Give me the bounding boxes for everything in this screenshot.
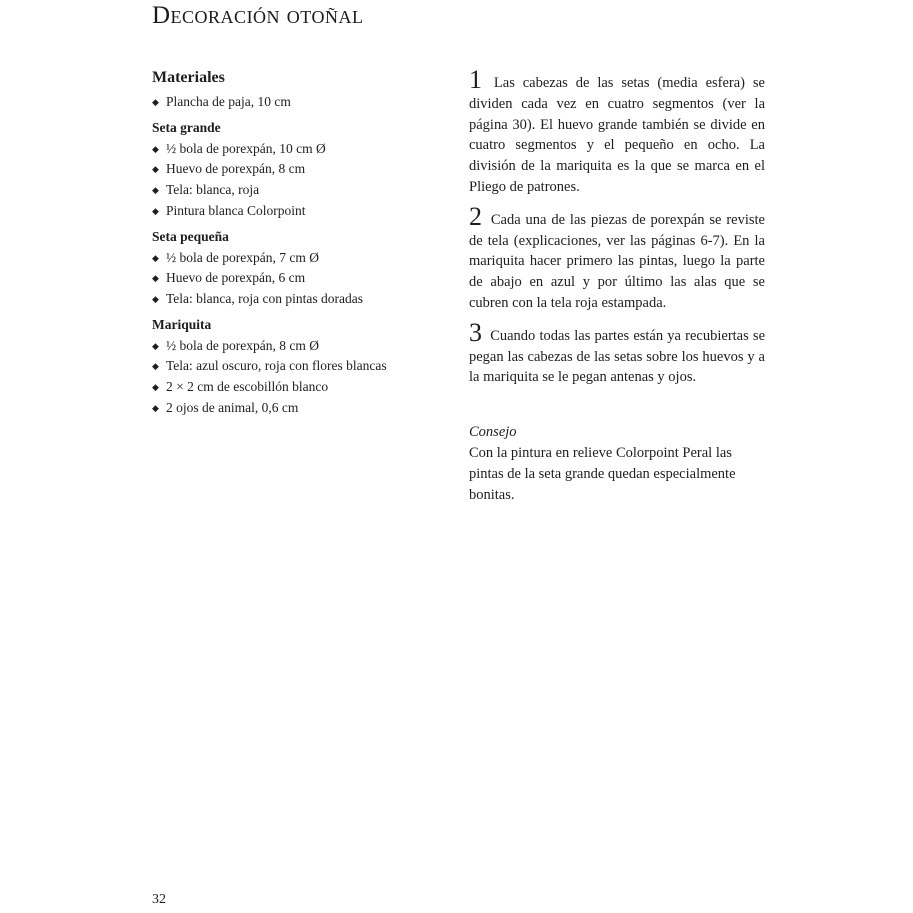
- list-item: ◆ Tela: blanca, roja: [152, 180, 442, 201]
- seta-pequena-list: [152, 248, 442, 310]
- list-item: ◆ Tela: blanca, roja con pintas doradas: [152, 289, 442, 310]
- group-heading-seta-grande: Seta grande: [152, 119, 221, 135]
- instructions-section: [469, 65, 766, 505]
- bullet-icon: ◆: [152, 185, 159, 196]
- list-item: ◆ ½ bola de porexpán, 8 cm Ø: [152, 336, 442, 357]
- list-item: ◆ Tela: azul oscuro, roja con flores blancas: [152, 356, 442, 377]
- tip-title: Consejo: [469, 424, 517, 441]
- bullet-icon: ◆: [152, 164, 159, 175]
- bullet-icon: ◆: [152, 205, 159, 216]
- step-1: [469, 65, 765, 198]
- tip-text: Con la pintura en relieve Colorpoint Peral las pintas de la seta grande quedan especialmente bonitas.: [469, 444, 736, 503]
- list-item: ◆ ½ bola de porexpán, 10 cm Ø: [152, 139, 442, 160]
- step-number: 1: [469, 65, 482, 94]
- bullet-icon: ◆: [152, 402, 159, 413]
- bullet-icon: ◆: [152, 97, 159, 107]
- materials-section: [152, 68, 442, 418]
- group-heading-seta-pequena: Seta pequeña: [152, 228, 229, 244]
- step-text: Las cabezas de las setas (media esfera) se dividen cada vez en cuatro segmentos (ver la página 30). El huevo grande también se divide en cuatro segmentos y el pequeño en ocho. La división de la mariquita es la que se marca en el Pliego de patrones.: [469, 75, 765, 195]
- mariquita-list: [152, 336, 442, 419]
- bullet-icon: ◆: [152, 252, 159, 263]
- step-text: Cada una de las piezas de porexpán se reviste de tela (explicaciones, ver las páginas 6-7). En la mariquita hacer primero las pintas, luego la parte de abajo en azul y por último las alas que se cubren con la tela roja estampada.: [469, 211, 765, 311]
- bullet-icon: ◆: [152, 143, 159, 154]
- list-item: ◆ Huevo de porexpán, 6 cm: [152, 268, 442, 289]
- step-2: [469, 201, 765, 314]
- list-item: ◆ Pintura blanca Colorpoint: [152, 201, 442, 222]
- bullet-icon: ◆: [152, 361, 159, 372]
- bullet-icon: ◆: [152, 382, 159, 393]
- bullet-icon: ◆: [152, 273, 159, 284]
- list-item: ◆ ½ bola de porexpán, 7 cm Ø: [152, 248, 442, 269]
- step-number: 3: [469, 317, 482, 347]
- bullet-icon: ◆: [152, 293, 159, 304]
- step-text: Cuando todas las partes están ya recubiertas se pegan las cabezas de las setas sobre los huevos y a la mariquita se le pegan antenas y ojos.: [469, 327, 766, 386]
- step-3: [469, 317, 766, 388]
- page-number: 32: [152, 892, 166, 907]
- list-item: ◆ Plancha de paja, 10 cm: [152, 92, 442, 113]
- tip-box: [469, 422, 765, 505]
- general-materials-list: [152, 92, 442, 113]
- materials-heading: Materiales: [152, 69, 225, 86]
- seta-grande-list: [152, 139, 442, 222]
- group-heading-mariquita: Mariquita: [152, 316, 212, 332]
- page-title: Decoración otoñal: [152, 2, 364, 29]
- step-number: 2: [469, 201, 482, 231]
- list-item: ◆ 2 ojos de animal, 0,6 cm: [152, 398, 442, 419]
- bullet-icon: ◆: [152, 340, 159, 351]
- list-item: ◆ Huevo de porexpán, 8 cm: [152, 159, 442, 180]
- list-item: ◆ 2 × 2 cm de escobillón blanco: [152, 377, 442, 398]
